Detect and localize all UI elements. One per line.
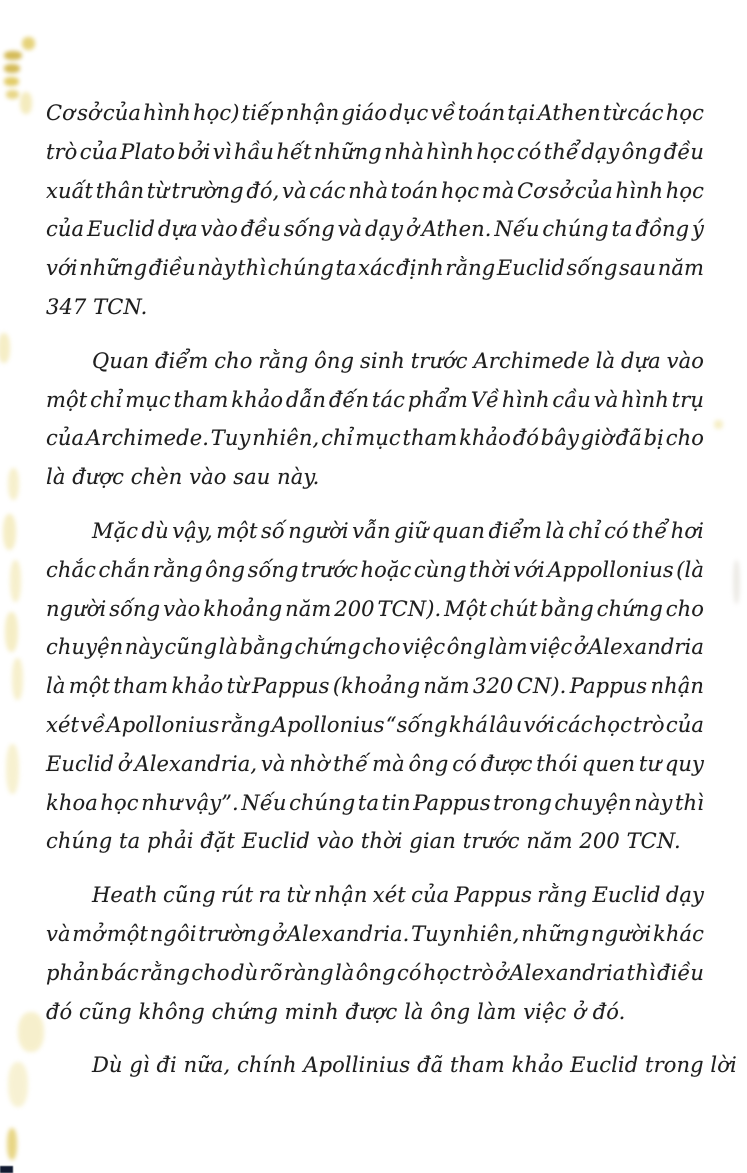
text-line: [46, 288, 704, 327]
yellow-stain: [4, 51, 22, 60]
yellow-stain: [18, 1012, 44, 1052]
text-line: [46, 458, 704, 497]
page-text-block: [46, 94, 737, 1085]
yellow-stain: [3, 514, 16, 550]
text-line: [46, 94, 704, 133]
text-line: [46, 551, 704, 590]
text-line-content: là được chèn vào sau này.: [46, 465, 320, 490]
paragraph: [46, 876, 704, 1031]
text-line-content: người sống vào khoảng năm 200 TCN). Một chút bằng chứng cho: [46, 596, 704, 621]
text-line: [46, 915, 704, 954]
text-line: [46, 172, 704, 211]
text-line: [46, 954, 704, 993]
text-line: [46, 745, 704, 784]
yellow-stain: [714, 420, 723, 429]
text-line-content: một chỉ mục tham khảo dẫn đến tác phẩm Về hình cầu và hình trụ: [46, 387, 704, 412]
text-line: [46, 993, 704, 1032]
text-line-content: và mở một ngôi trường ở Alexandria. Tuy nhiên, những người khác: [46, 921, 704, 946]
text-line-content: xuất thân từ trường đó, và các nhà toán học mà Cơ sở của hình học: [46, 178, 704, 203]
yellow-stain: [4, 64, 20, 73]
yellow-stain: [0, 333, 10, 363]
text-line-content: 347 TCN.: [46, 294, 148, 319]
yellow-stain: [7, 1128, 17, 1160]
yellow-stain: [8, 468, 19, 500]
text-line: [46, 249, 704, 288]
text-line-content: của Archimede. Tuy nhiên, chỉ mục tham khảo đó bây giờ đã bị cho: [46, 426, 704, 451]
yellow-stain: [10, 560, 21, 602]
text-line: [46, 381, 704, 420]
text-line-content: chuyện này cũng là bằng chứng cho việc ông làm việc ở Alexandria: [46, 635, 704, 660]
yellow-stain: [6, 744, 19, 794]
gray-edge-smudge: [733, 560, 740, 604]
text-line: [46, 628, 704, 667]
text-line-content: Quan điểm cho rằng ông sinh trước Archimede là dựa vào: [92, 348, 704, 373]
text-line: [46, 1046, 737, 1085]
text-line-content: Cơ sở của hình học) tiếp nhận giáo dục về toán tại Athen từ các học: [46, 101, 704, 125]
paragraph: [46, 94, 704, 327]
text-line-content: chúng ta phải đặt Euclid vào thời gian trước năm 200 TCN.: [46, 829, 681, 854]
text-line-content: Dù gì đi nữa, chính Apollinius đã tham khảo Euclid trong lời: [92, 1053, 737, 1078]
yellow-stain: [20, 92, 32, 114]
text-line-content: Euclid ở Alexandria, và nhờ thế mà ông có được thói quen tư quy: [46, 751, 704, 776]
text-line: [46, 512, 704, 551]
text-line: [46, 876, 704, 915]
text-line: [46, 667, 704, 706]
text-line-content: với những điều này thì chúng ta xác định rằng Euclid sống sau năm: [46, 256, 704, 281]
text-line: [46, 210, 704, 249]
text-line: [46, 822, 704, 861]
text-line-content: khoa học như vậy”. Nếu chúng ta tin Pappus trong chuyện này thì: [46, 790, 704, 815]
yellow-stain: [5, 612, 18, 652]
yellow-stain: [4, 77, 19, 86]
paragraph: [46, 1046, 737, 1085]
text-line-content: xét về Apollonius rằng Apollonius “sống khá lâu với các học trò của: [46, 712, 704, 737]
paragraph: [46, 512, 704, 861]
text-line-content: của Euclid dựa vào đều sống và dạy ở Athen. Nếu chúng ta đồng ý: [46, 217, 704, 242]
corner-scan-mark: [0, 1166, 13, 1173]
text-line-content: là một tham khảo từ Pappus (khoảng năm 320 CN). Pappus nhận: [46, 674, 704, 699]
text-line-content: chắc chắn rằng ông sống trước hoặc cùng thời với Appollonius (là: [46, 557, 704, 582]
text-line: [46, 784, 704, 823]
text-line-content: Heath cũng rút ra từ nhận xét của Pappus rằng Euclid dạy: [92, 883, 704, 908]
text-line-content: trò của Plato bởi vì hầu hết những nhà hình học có thể dạy ông đều: [46, 139, 704, 164]
text-line: [46, 590, 704, 629]
yellow-stain: [8, 1062, 28, 1107]
paragraph: [46, 342, 704, 497]
text-line-content: Mặc dù vậy, một số người vẫn giữ quan điểm là chỉ có thể hơi: [92, 518, 704, 543]
text-line: [46, 133, 704, 172]
text-line-content: phản bác rằng cho dù rõ ràng là ông có học trò ở Alexandria thì điều: [46, 960, 704, 985]
text-line: [46, 342, 704, 381]
yellow-stain: [6, 90, 19, 99]
yellow-stain: [22, 37, 35, 50]
yellow-stain: [12, 658, 23, 700]
text-line-content: đó cũng không chứng minh được là ông làm việc ở đó.: [46, 999, 626, 1024]
text-line: [46, 706, 704, 745]
text-line: [46, 419, 704, 458]
